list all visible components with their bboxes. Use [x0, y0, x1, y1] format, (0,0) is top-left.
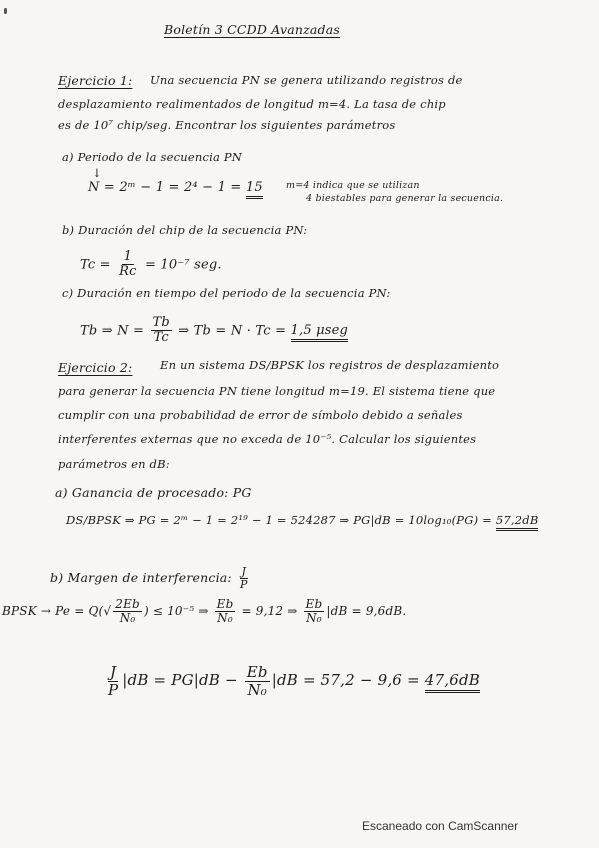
- ex1-a-label: a) Periodo de la secuencia PN: [62, 150, 243, 164]
- ex2-final-frac-num: Eb: [246, 663, 268, 681]
- ex2-b-label-den: P: [240, 578, 248, 592]
- ex2-final-num: J: [110, 663, 117, 681]
- scan-mark: [4, 8, 7, 14]
- ex2-b-start: BPSK → Pe = Q(√: [2, 604, 112, 619]
- ex2-final-frac-den: N₀: [247, 680, 267, 699]
- ex2-b-frac2: [215, 598, 236, 625]
- ex2-final-eq2: |dB = 57,2 − 9,6 =: [271, 671, 420, 689]
- page-title: Boletín 3 CCDD Avanzadas: [164, 22, 341, 37]
- ex1-c-label: c) Duración en tiempo del periodo de la secuencia PN:: [62, 286, 391, 300]
- ex2-b-mid: ) ≤ 10⁻⁵ ⇒: [143, 604, 209, 619]
- ex2-b-frac1: [113, 598, 142, 625]
- ex2-b-frac1-num: 2Eb: [115, 597, 140, 611]
- ex2-final-result: 47,6dB: [425, 671, 480, 693]
- ex1-line1: Una secuencia PN se genera utilizando registros de: [150, 73, 463, 87]
- ex1-c-den: Tc: [153, 330, 169, 346]
- ex1-a-result: 15: [246, 180, 263, 199]
- ex2-line5: parámetros en dB:: [58, 457, 170, 471]
- camscanner-footer: Escaneado con CamScanner: [362, 819, 519, 833]
- ex2-b-frac1-den: N₀: [119, 611, 136, 626]
- ex1-c-result: 1,5 μseg: [291, 323, 349, 342]
- ex2-final-equation: [104, 664, 480, 698]
- ex2-b-frac2-num: Eb: [216, 597, 234, 611]
- ex2-b-end: |dB = 9,6dB.: [326, 604, 407, 619]
- ex2-b-mid2: = 9,12 ⇒: [241, 604, 298, 619]
- ex1-a-equation: [88, 180, 263, 195]
- ex2-final-frac-ebn0: [245, 664, 270, 698]
- ex1-heading: Ejercicio 1:: [58, 73, 133, 88]
- ex1-b-den: Rc: [119, 264, 137, 280]
- ex1-c-equation: [80, 316, 348, 346]
- ex2-b-frac3: [304, 598, 325, 625]
- ex1-a-eq: N = 2ᵐ − 1 = 2⁴ − 1 =: [88, 180, 242, 195]
- ex2-b-frac3-num: Eb: [305, 597, 323, 611]
- ex2-a-result: 57,2dB: [496, 513, 539, 531]
- ex1-c-num: Tb: [152, 315, 170, 330]
- ex1-b-rhs: = 10⁻⁷ seg.: [144, 257, 222, 273]
- ex2-final-den: P: [108, 680, 119, 699]
- ex1-a-note1: m=4 indica que se utilizan: [286, 180, 420, 191]
- ex2-a-label: a) Ganancia de procesado: PG: [55, 485, 252, 500]
- ex2-b-label-wrap: [50, 566, 252, 591]
- ex2-line3: cumplir con una probabilidad de error de símbolo debido a señales: [58, 408, 463, 422]
- ex2-heading: Ejercicio 2:: [58, 360, 133, 375]
- ex2-line1: En un sistema DS/BPSK los registros de desplazamiento: [160, 358, 500, 372]
- ex2-b-label: b) Margen de interferencia:: [50, 570, 232, 586]
- ex2-line2: para generar la secuencia PN tiene longitud m=19. El sistema tiene que: [58, 384, 496, 398]
- ex2-a-eq: DS/BPSK ⇒ PG = 2ᵐ − 1 = 2¹⁹ − 1 = 524287 ⇒ PG|dB = 10log₁₀(PG) =: [66, 513, 492, 527]
- ex2-a-equation: [66, 513, 538, 527]
- ex1-c-lhs: Tb ⇒ N =: [80, 323, 145, 339]
- ex2-b-equation: [2, 598, 406, 625]
- ex1-b-fraction: [117, 250, 138, 280]
- ex2-final-eq1: |dB = PG|dB −: [122, 671, 238, 689]
- ex1-a-arrow: ↓: [92, 166, 102, 180]
- ex2-b-label-fraction: [238, 566, 250, 591]
- ex1-b-lhs: Tc =: [80, 257, 111, 273]
- ex1-c-fraction: [151, 316, 172, 346]
- ex2-b-frac2-den: N₀: [217, 611, 233, 626]
- ex1-b-num: 1: [123, 249, 133, 264]
- ex1-c-mid: ⇒ Tb = N · Tc =: [178, 323, 287, 339]
- ex1-line3: es de 10⁷ chip/seg. Encontrar los siguientes parámetros: [58, 118, 396, 132]
- ex1-b-equation: [80, 250, 222, 280]
- ex2-line4: interferentes externas que no exceda de 10⁻⁵. Calcular los siguientes: [58, 432, 477, 446]
- ex2-b-label-num: J: [241, 565, 247, 578]
- ex1-b-label: b) Duración del chip de la secuencia PN:: [62, 223, 308, 237]
- ex1-a-note2: 4 biestables para generar la secuencia.: [306, 193, 504, 204]
- ex1-line2: desplazamiento realimentados de longitud m=4. La tasa de chip: [58, 97, 446, 111]
- ex2-final-frac-jp: [106, 664, 120, 698]
- ex2-b-frac3-den: N₀: [306, 611, 322, 626]
